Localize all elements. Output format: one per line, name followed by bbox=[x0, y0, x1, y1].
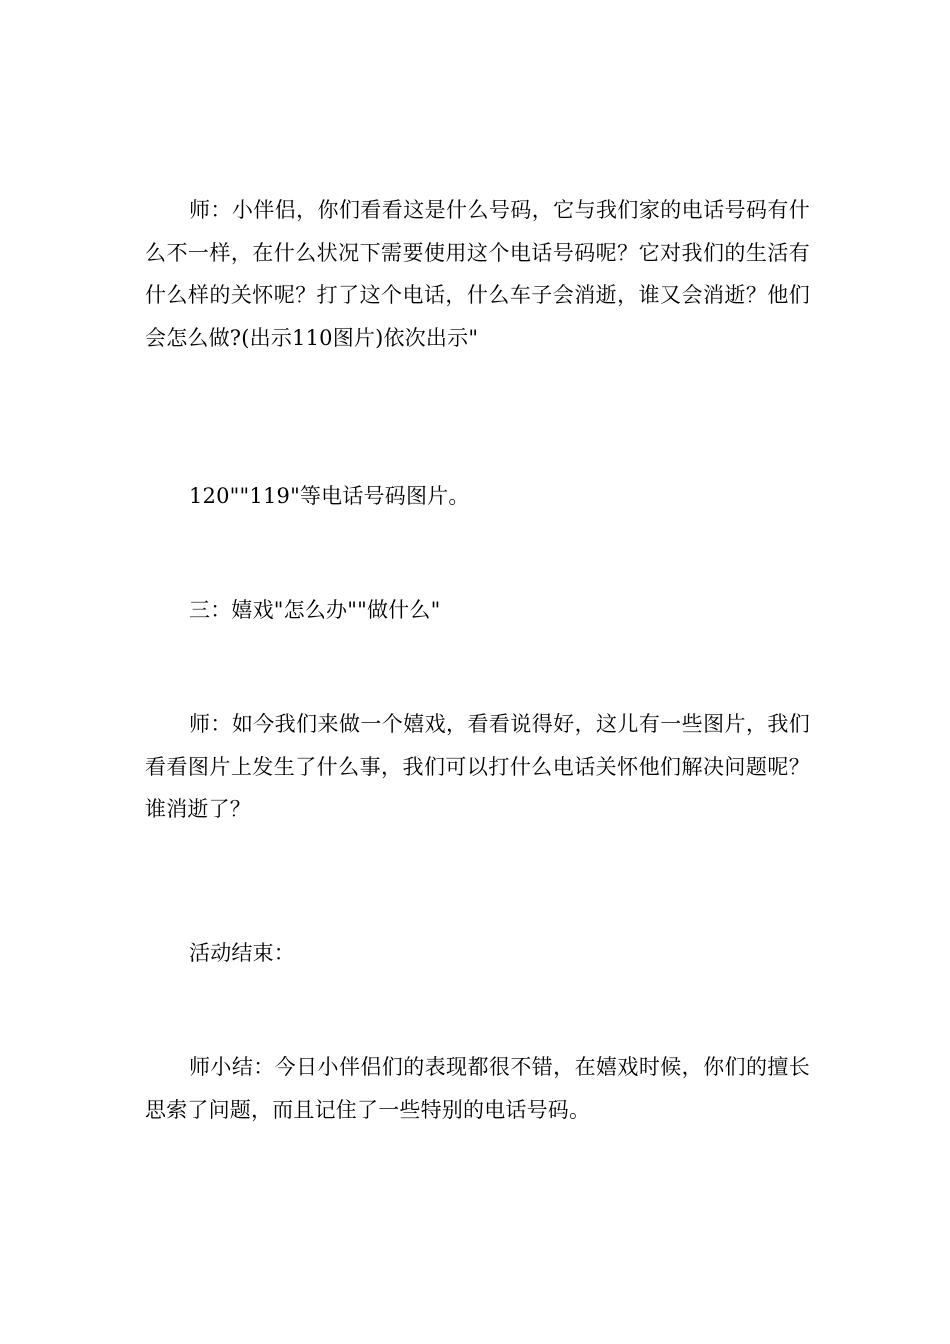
paragraph-activity-end: 活动结束： bbox=[189, 941, 295, 965]
paragraph-game-description: 师：如今我们来做一个嬉戏，看看说得好，这儿有一些图片，我们看看图片上发生了什么事，我们可以打什么电话关怀他们解决问题呢？谁消逝了？ bbox=[145, 712, 810, 821]
paragraph-teacher-summary: 师小结：今日小伴侣们的表现都很不错，在嬉戏时候，你们的擅长思索了问题，而且记住了一些特别的电话号码。 bbox=[145, 1055, 810, 1122]
paragraph-game-heading: 三：嬉戏"怎么办""做什么" bbox=[189, 598, 441, 622]
paragraph-phone-numbers: 120""119"等电话号码图片。 bbox=[189, 484, 470, 508]
paragraph-teacher-question: 师：小伴侣，你们看看这是什么号码，它与我们家的电话号码有什么不一样，在什么状况下需要使用这个电话号码呢？它对我们的生活有什么样的关怀呢？打了这个电话，什么车子会消逝，谁又会消逝？他们会怎么做?(出示110图片)依次出示" bbox=[145, 198, 810, 350]
